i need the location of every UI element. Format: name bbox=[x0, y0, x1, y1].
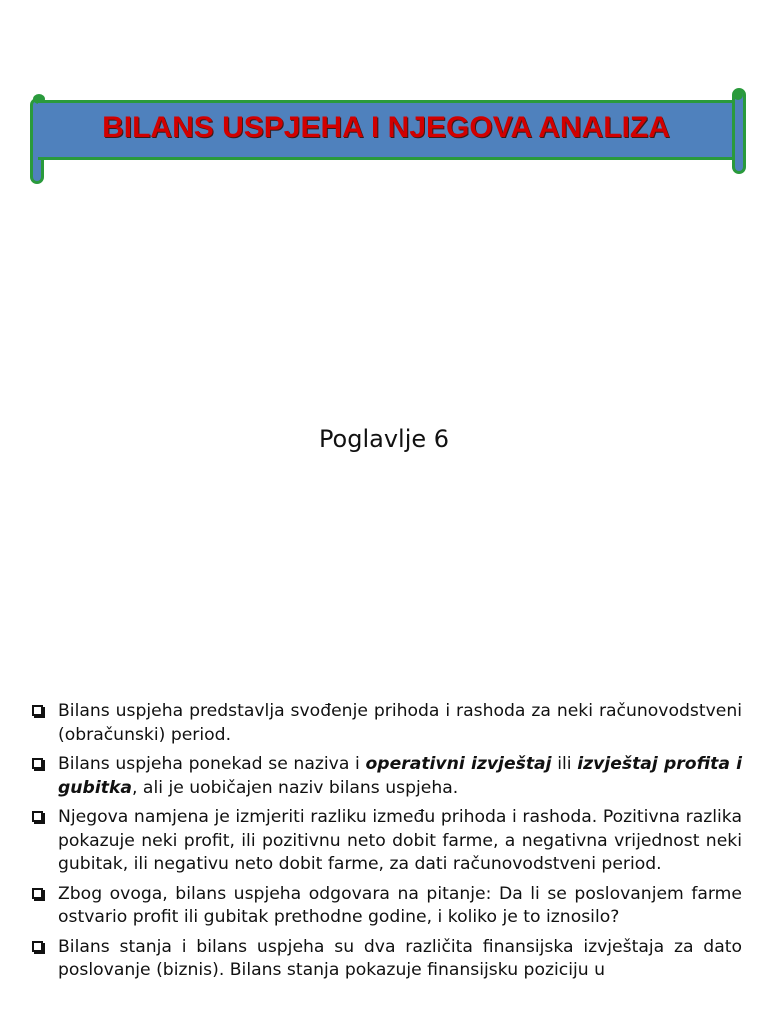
checkbox-bullet-icon bbox=[32, 941, 43, 952]
scroll-curl-right bbox=[733, 90, 743, 100]
emphasis-term: izvještaj profita i gubitka bbox=[58, 754, 742, 798]
list-item bbox=[30, 700, 742, 747]
checkbox-bullet-icon bbox=[32, 888, 43, 899]
chapter-subtitle: Poglavlje 6 bbox=[318, 425, 450, 453]
bullet-text: ili bbox=[551, 754, 578, 774]
bullet-text: Bilans uspjeha predstavlja svođenje prihoda i rashoda za neki računovodstveni (obračunski) period. bbox=[58, 701, 742, 745]
checkbox-bullet-icon bbox=[32, 811, 43, 822]
checkbox-bullet-icon bbox=[32, 758, 43, 769]
bullet-text: Njegova namjena je izmjeriti razliku između prihoda i rashoda. Pozitivna razlika pokazuje neki profit, ili pozitivnu neto dobit farme, a negativna vrijednost neki gubitak, ili negativu neto dobit farme, za dati računovodstveni period. bbox=[58, 807, 742, 874]
checkbox-bullet-icon bbox=[32, 705, 43, 716]
list-item bbox=[30, 806, 742, 877]
bullet-text: Bilans uspjeha ponekad se naziva i bbox=[58, 754, 366, 774]
bullet-text: , ali je uobičajen naziv bilans uspjeha. bbox=[131, 777, 459, 798]
scroll-right-roll bbox=[732, 88, 746, 174]
bullet-text: Zbog ovoga, bilans uspjeha odgovara na pitanje: Da li se poslovanjem farme ostvario profit ili gubitak prethodne godine, i koliko je to iznosilo? bbox=[58, 883, 742, 927]
page-title: BILANS USPJEHA I NJEGOVA ANALIZA bbox=[102, 111, 670, 144]
list-item bbox=[30, 883, 742, 930]
bullet-list bbox=[30, 700, 742, 989]
bullet-text: Bilans stanja i bilans uspjeha su dva različita finansijska izvještaja za dato poslovanje (biznis). Bilans stanja pokazuje finansijsku poziciju u bbox=[58, 936, 742, 980]
emphasis-term: operativni izvještaj bbox=[365, 754, 552, 774]
list-item bbox=[30, 936, 742, 983]
title-banner bbox=[30, 88, 746, 188]
list-item bbox=[30, 753, 742, 800]
banner-body bbox=[38, 100, 734, 160]
